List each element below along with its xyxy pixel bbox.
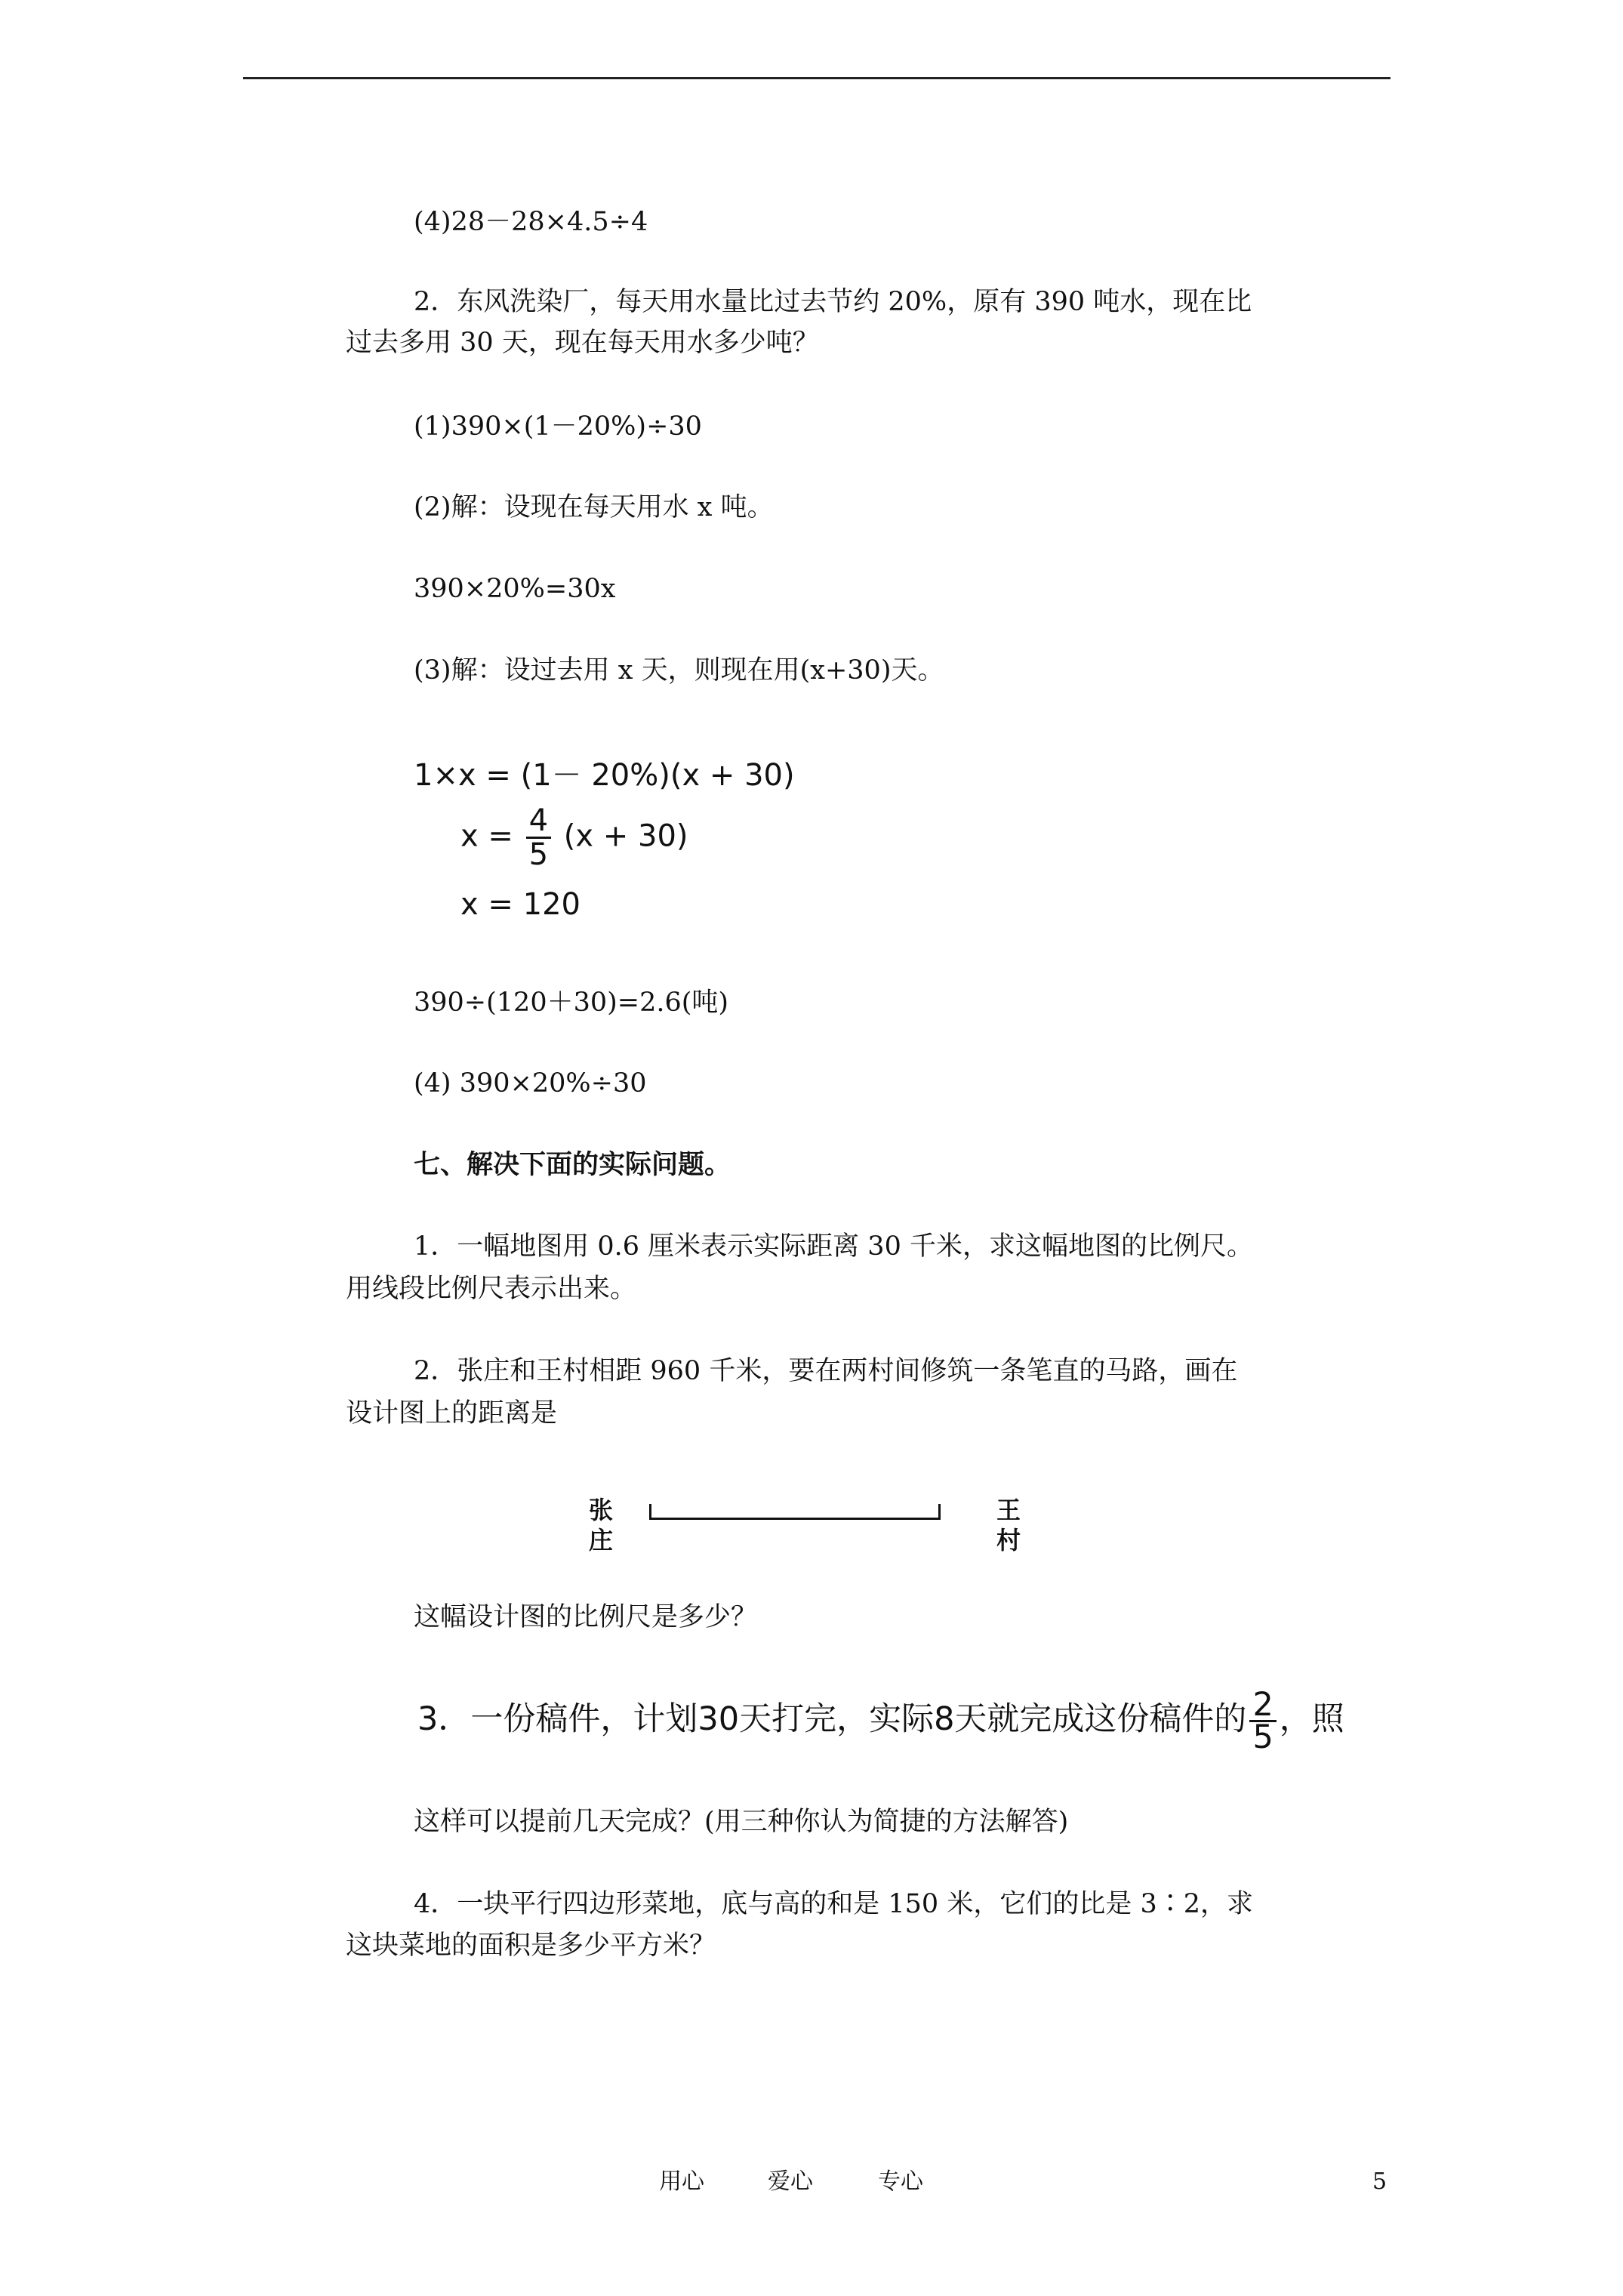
- question-4-line-2: 这块菜地的面积是多少平方米？: [346, 1931, 716, 1961]
- solution-1: (1)390×(1－20%)÷30: [414, 411, 702, 442]
- footer-text-1: 用心: [659, 2168, 704, 2195]
- question-3-line-2: 这样可以提前几天完成？(用三种你认为简捷的方法解答): [414, 1807, 1069, 1837]
- scale-label-left: 张庄: [589, 1496, 614, 1555]
- equation-2-right: (x + 30): [563, 818, 688, 854]
- fraction-numerator: 4: [526, 805, 551, 839]
- question-3-line-1: [417, 1686, 1344, 1756]
- question-2-line-1: 2．张庄和王村相距 960 千米，要在两村间修筑一条笔直的马路，画在: [414, 1356, 1238, 1386]
- solution-3: (3)解：设过去用 x 天，则现在用(x+30)天。: [414, 655, 944, 686]
- header-rule: [243, 77, 1390, 79]
- equation-1: 1×x = (1－ 20%)(x + 30): [414, 758, 795, 793]
- question-1-line-2: 用线段比例尺表示出来。: [346, 1274, 637, 1304]
- page-number: 5: [1372, 2168, 1387, 2195]
- equation-2-left: x =: [460, 818, 513, 854]
- footer-text-3: 专心: [878, 2168, 923, 2195]
- section-7-heading: 七、解决下面的实际问题。: [414, 1149, 731, 1180]
- question-2-line-2: 设计图上的距离是: [346, 1398, 558, 1428]
- fraction-numerator: 2: [1249, 1690, 1276, 1722]
- equation-3: x = 120: [460, 887, 581, 922]
- fraction-four-fifths: [526, 805, 551, 871]
- problem-2-line-1: 2．东风洗染厂，每天用水量比过去节约 20%，原有 390 吨水，现在比: [414, 287, 1252, 317]
- item-4-expression: (4)28－28×4.5÷4: [414, 207, 648, 237]
- question-4-line-1: 4．一块平行四边形菜地，底与高的和是 150 米，它们的比是 3∶2，求: [414, 1889, 1253, 1919]
- problem-2-line-2: 过去多用 30 天，现在每天用水多少吨？: [346, 328, 819, 358]
- solution-3-result: 390÷(120＋30)=2.6(吨): [414, 988, 729, 1018]
- solution-4: (4) 390×20%÷30: [414, 1068, 647, 1099]
- question-1-line-1: 1．一幅地图用 0.6 厘米表示实际距离 30 千米，求这幅地图的比例尺。: [414, 1231, 1253, 1262]
- solution-2: (2)解：设现在每天用水 x 吨。: [414, 492, 774, 522]
- fraction-denominator: 5: [1252, 1718, 1273, 1756]
- question-3-tail: ，照: [1279, 1700, 1344, 1738]
- fraction-two-fifths: [1249, 1686, 1276, 1756]
- distance-segment: [649, 1504, 941, 1520]
- scale-label-right: 王村: [996, 1496, 1021, 1555]
- solution-2-equation: 390×20%=30x: [414, 574, 616, 604]
- question-3-text: 3．一份稿件，计划30天打完，实际8天就完成这份稿件的: [417, 1700, 1247, 1738]
- fraction-denominator: 5: [528, 837, 549, 872]
- question-2-line-3: 这幅设计图的比例尺是多少？: [414, 1602, 758, 1632]
- equation-2: [460, 805, 688, 871]
- footer-text-2: 爱心: [768, 2168, 813, 2195]
